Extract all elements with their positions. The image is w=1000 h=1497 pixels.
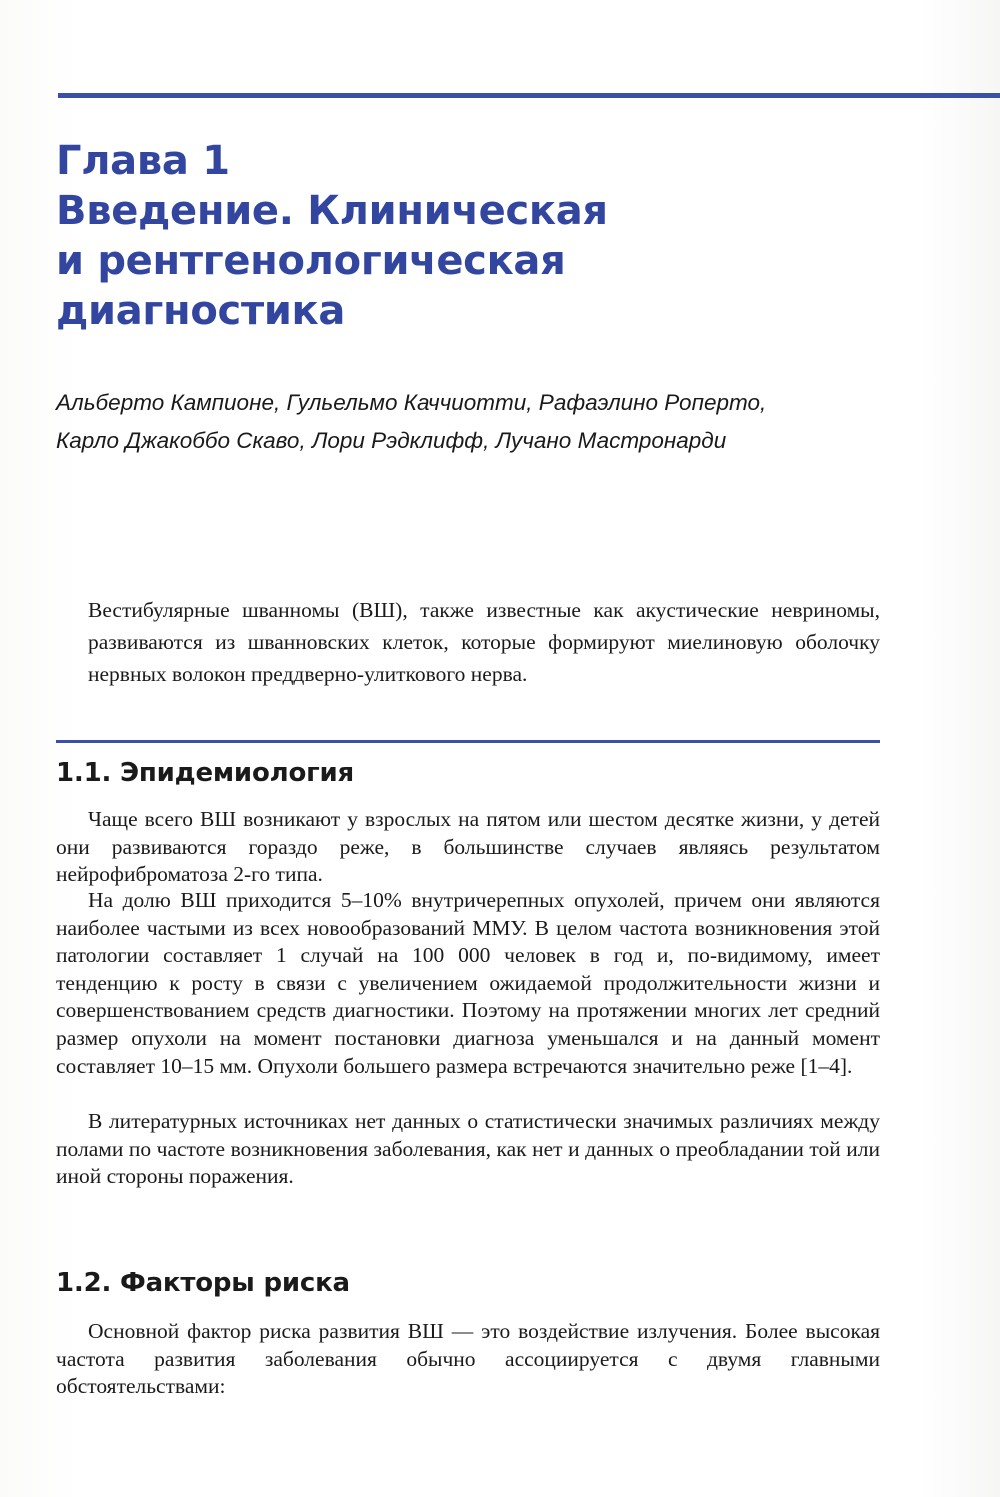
chapter-title — [56, 136, 816, 336]
section-heading-risk-factors: 1.2. Факторы риска — [56, 1268, 350, 1298]
body-paragraph: В литературных источниках нет данных о статистически значимых различиях между полами по частоте возникновения заболевания, как нет и данных о преобладании той или иной стороны поражения. — [56, 1109, 880, 1189]
chapter-abstract: Вестибулярные шванномы (ВШ), также известные как акустические невриномы, развиваются из шванновских клеток, которые формируют миелиновую оболочку нервных волокон преддверно-улиткового нерва. — [88, 598, 880, 686]
chapter-title-line: диагностика — [56, 288, 346, 334]
author-line: Альберто Кампионе, Гульельмо Каччиотти, Рафаэлино Роперто, — [56, 390, 767, 415]
body-paragraph: Чаще всего ВШ возникают у взрослых на пятом или шестом десятке жизни, у детей они развиваются гораздо реже, в большинстве случаев являясь результатом нейрофиброматоза 2-го типа. — [56, 807, 880, 887]
author-line: Карло Джакоббо Скаво, Лори Рэдклифф, Лучано Мастронарди — [56, 428, 727, 453]
body-paragraph: На долю ВШ приходится 5–10% внутричерепных опухолей, причем они являются наиболее частыми из всех новообразований ММУ. В целом частота возникновения этой патологии составляет 1 случай на 100 000 человек в год и, по-видимому, имеет тенденцию к росту в связи с увеличением ожидаемой продолжительности жизни и совершенствованием средств диагностики. Поэтому на протяжении многих лет средний размер опухоли на момент постановки диагноза уменьшался и на данный момент составляет 10–15 мм. Опухоли большего размера встречаются значительно реже [1–4]. — [56, 888, 880, 1078]
section-divider — [56, 740, 880, 743]
header-rule — [58, 93, 1000, 98]
author-list — [56, 384, 956, 460]
chapter-number: Глава 1 — [56, 138, 230, 184]
chapter-title-line: Введение. Клиническая — [56, 188, 608, 234]
chapter-title-line: и рентгенологическая — [56, 238, 566, 284]
section-heading-epidemiology: 1.1. Эпидемиология — [56, 758, 355, 788]
body-paragraph: Основной фактор риска развития ВШ — это воздействие излучения. Более высокая частота развития заболевания обычно ассоциируется с двумя главными обстоятельствами: — [56, 1319, 880, 1399]
